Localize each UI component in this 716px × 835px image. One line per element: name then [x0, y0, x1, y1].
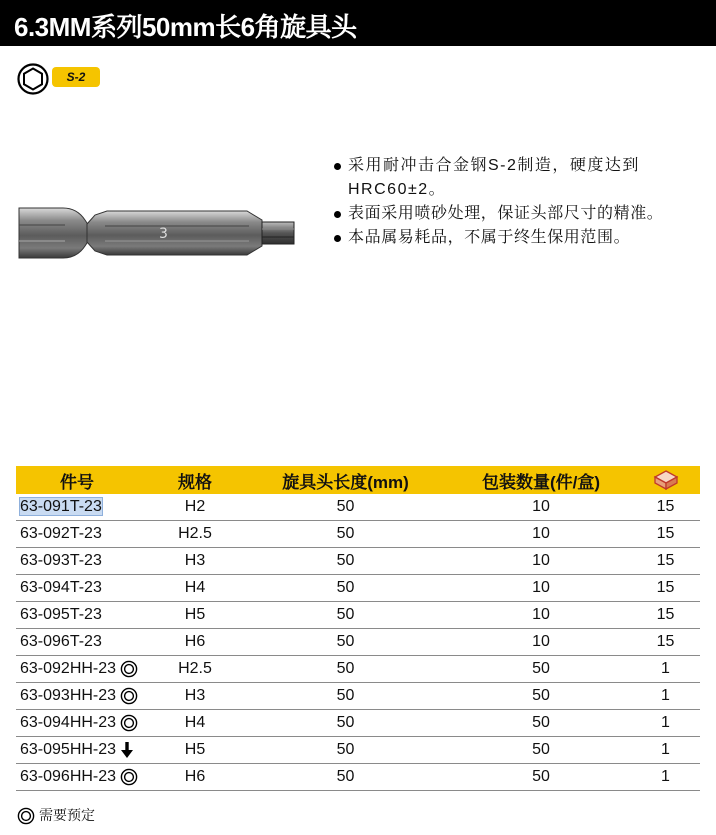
cell-spec: H4	[150, 710, 240, 737]
cell-spec: H4	[150, 575, 240, 602]
cell-spec: H3	[150, 548, 240, 575]
cell-part-no: 63-093HH-23	[16, 683, 150, 710]
double-circle-icon	[120, 687, 138, 705]
cell-spec: H2.5	[150, 656, 240, 683]
cell-part-no: 63-094T-23	[16, 575, 150, 602]
double-circle-icon	[120, 768, 138, 786]
cell-part-no: 63-094HH-23	[16, 710, 150, 737]
cell-spec: H2	[150, 494, 240, 521]
cell-pack-qty: 50	[451, 710, 631, 737]
cell-length: 50	[240, 521, 451, 548]
cell-pack-qty: 10	[451, 548, 631, 575]
cell-box-qty: 15	[631, 494, 700, 521]
bit-size-marking: 3	[159, 226, 168, 242]
cell-part-no: 63-096HH-23	[16, 764, 150, 791]
legend-text: 需要预定	[39, 807, 95, 823]
cell-part-no: 63-096T-23	[16, 629, 150, 656]
cell-pack-qty: 50	[451, 683, 631, 710]
box-icon	[653, 469, 679, 491]
cell-part-no: 63-095T-23	[16, 602, 150, 629]
feature-list	[334, 154, 704, 250]
cell-pack-qty: 10	[451, 494, 631, 521]
table-row	[16, 494, 700, 521]
table-row	[16, 656, 700, 683]
bullet-icon	[334, 211, 341, 218]
cell-pack-qty: 10	[451, 575, 631, 602]
legend	[17, 805, 95, 825]
cell-box-qty: 1	[631, 710, 700, 737]
cell-spec: H6	[150, 629, 240, 656]
table-row	[16, 575, 700, 602]
table-row	[16, 629, 700, 656]
cell-pack-qty: 10	[451, 602, 631, 629]
cell-length: 50	[240, 656, 451, 683]
cell-length: 50	[240, 602, 451, 629]
cell-length: 50	[240, 494, 451, 521]
hexagon-icon	[17, 63, 49, 95]
bullet-icon	[334, 163, 341, 170]
cell-length: 50	[240, 629, 451, 656]
cell-box-qty: 15	[631, 629, 700, 656]
spec-table	[16, 466, 700, 791]
header-box-qty	[631, 466, 700, 494]
cell-length: 50	[240, 683, 451, 710]
cell-pack-qty: 50	[451, 764, 631, 791]
title-bar	[0, 0, 716, 46]
cell-box-qty: 1	[631, 764, 700, 791]
table-row	[16, 764, 700, 791]
table-row	[16, 521, 700, 548]
down-arrow-icon	[120, 741, 134, 759]
hex-bit-image	[17, 198, 317, 268]
page-title: 6.3MM系列50mm长6角旋具头	[14, 12, 357, 42]
cell-spec: H5	[150, 602, 240, 629]
table-row	[16, 710, 700, 737]
cell-pack-qty: 10	[451, 521, 631, 548]
header-part-no: 件号	[60, 472, 94, 492]
cell-box-qty: 15	[631, 575, 700, 602]
cell-box-qty: 1	[631, 683, 700, 710]
cell-spec: H5	[150, 737, 240, 764]
header-spec: 规格	[178, 472, 212, 492]
cell-spec: H6	[150, 764, 240, 791]
cell-length: 50	[240, 575, 451, 602]
feature-item: 表面采用喷砂处理，保证头部尺寸的精准。	[334, 202, 704, 226]
double-circle-icon	[120, 660, 138, 678]
bullet-icon	[334, 235, 341, 242]
cell-part-no: 63-093T-23	[16, 548, 150, 575]
table-row	[16, 548, 700, 575]
cell-pack-qty: 10	[451, 629, 631, 656]
cell-box-qty: 1	[631, 737, 700, 764]
cell-spec: H2.5	[150, 521, 240, 548]
cell-part-no: 63-095HH-23	[16, 737, 150, 764]
header-pack-qty: 包装数量(件/盒)	[481, 472, 601, 492]
header-length: 旋具头长度(mm)	[282, 472, 409, 492]
cell-box-qty: 15	[631, 602, 700, 629]
feature-item: 采用耐冲击合金钢S-2制造，硬度达到HRC60±2。	[334, 154, 704, 202]
cell-pack-qty: 50	[451, 656, 631, 683]
cell-spec: H3	[150, 683, 240, 710]
cell-part-no: 63-092HH-23	[16, 656, 150, 683]
material-badge: S-2	[52, 67, 100, 87]
table-header-row	[16, 466, 700, 494]
cell-box-qty: 15	[631, 548, 700, 575]
feature-item: 本品属易耗品，不属于终生保用范围。	[334, 226, 704, 250]
cell-part-no: 63-092T-23	[16, 521, 150, 548]
table-row	[16, 602, 700, 629]
cell-length: 50	[240, 764, 451, 791]
cell-length: 50	[240, 548, 451, 575]
cell-pack-qty: 50	[451, 737, 631, 764]
table-row	[16, 737, 700, 764]
cell-box-qty: 1	[631, 656, 700, 683]
cell-length: 50	[240, 710, 451, 737]
cell-part-no: 63-091T-23	[16, 494, 150, 521]
cell-box-qty: 15	[631, 521, 700, 548]
double-circle-icon	[17, 807, 35, 825]
cell-length: 50	[240, 737, 451, 764]
double-circle-icon	[120, 714, 138, 732]
table-row	[16, 683, 700, 710]
